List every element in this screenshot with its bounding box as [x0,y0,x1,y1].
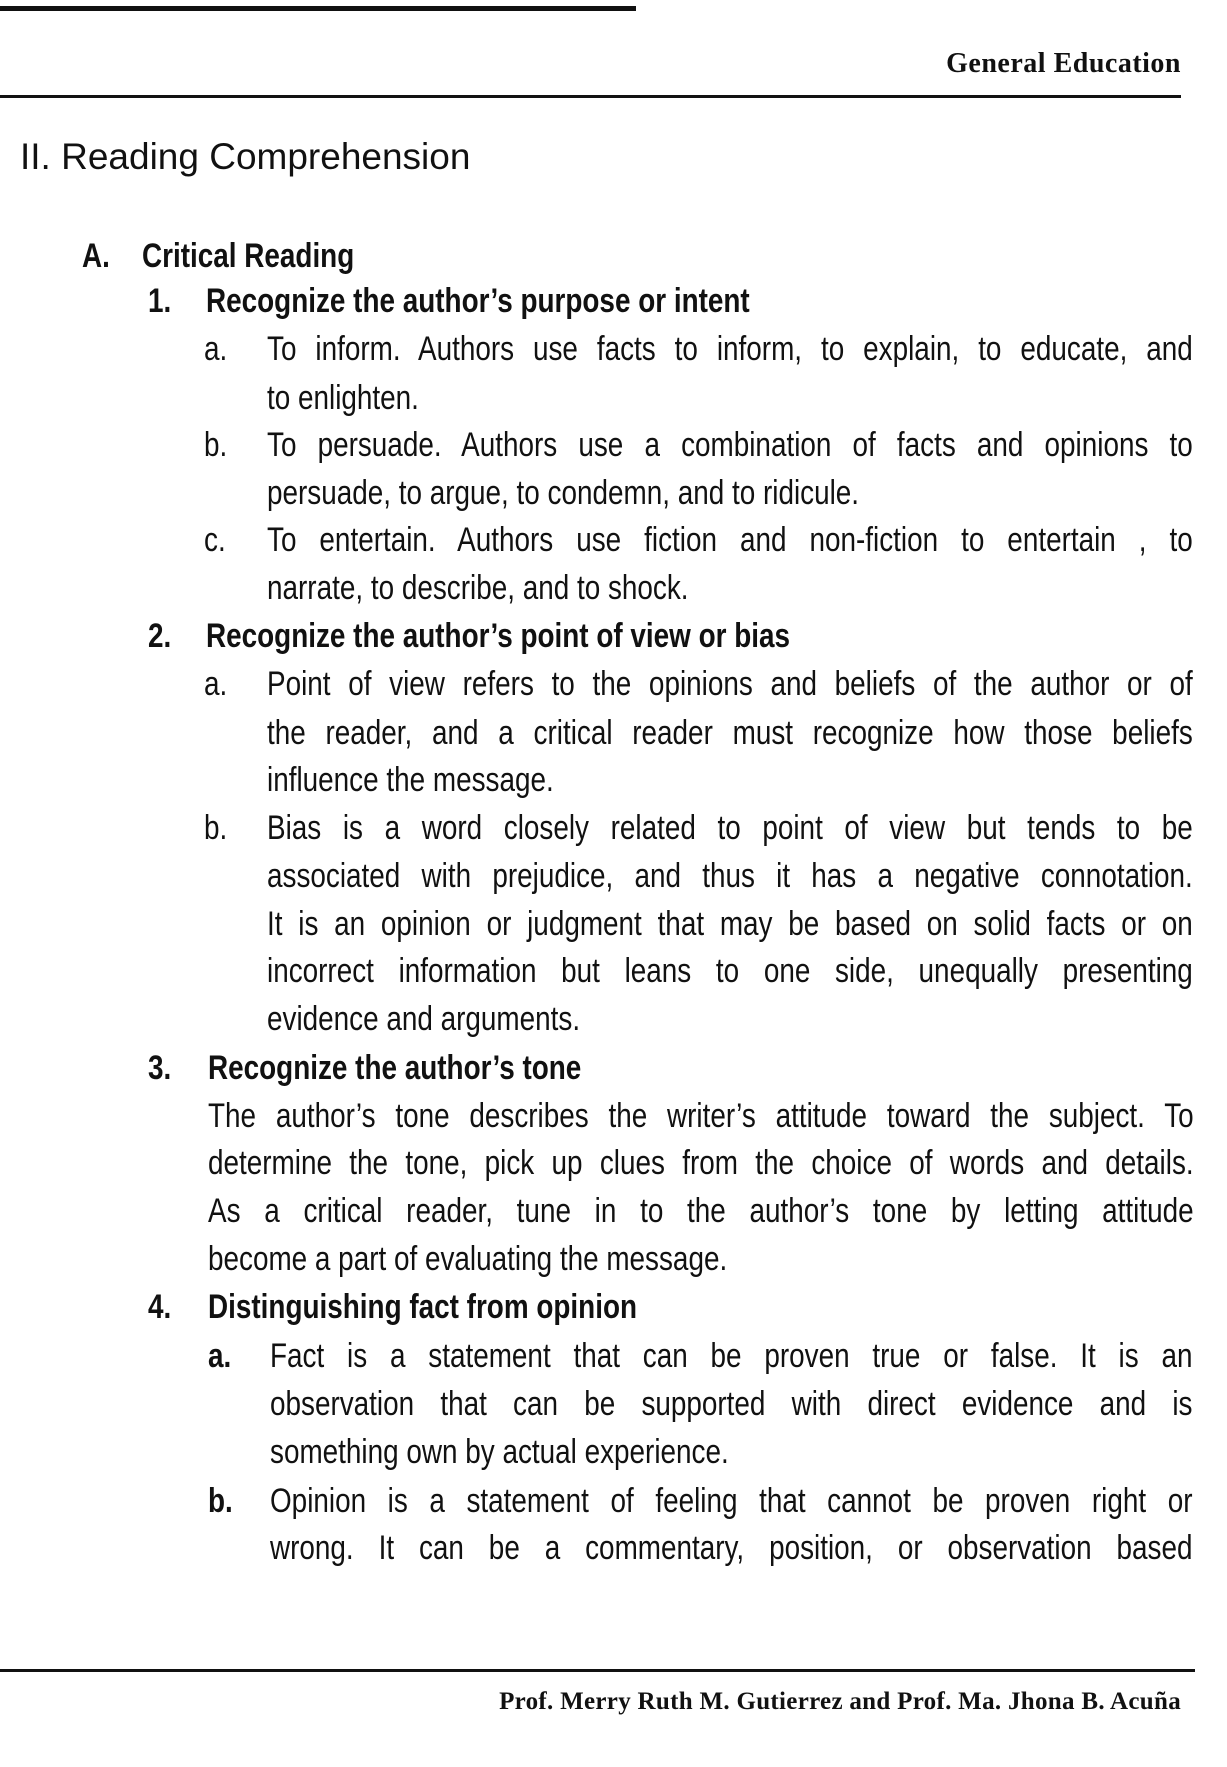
text-line: To inform. Authors use facts to inform, to explain, to educate, and [267,330,1193,368]
section-title: II. Reading Comprehension [20,136,471,177]
sub-label: b. [204,426,228,464]
text-line: to enlighten. [267,379,419,417]
text-line: Bias is a word closely related to point of view but tends to be [267,809,1193,847]
item-number: 4. [148,1288,172,1326]
sub-label: a. [204,330,228,368]
item-number: 2. [148,617,172,655]
item-number: 3. [148,1049,172,1087]
header-rule [0,95,1181,98]
item-heading: Recognize the author’s purpose or intent [206,282,750,320]
text-line: The author’s tone describes the writer’s attitude toward the subject. To [208,1097,1194,1135]
item-heading: Recognize the author’s point of view or bias [206,617,791,655]
sub-label: a. [204,665,228,703]
sub-label: a. [208,1337,232,1375]
item-heading: Distinguishing fact from opinion [208,1288,638,1326]
sub-label: b. [204,809,228,847]
sub-label: b. [208,1482,233,1520]
text-line: It is an opinion or judgment that may be based on solid facts or on [267,905,1193,943]
text-line: influence the message. [267,761,554,799]
text-line: narrate, to describe, and to shock. [267,569,689,607]
subsection-label: A. [82,237,110,275]
text-line: evidence and arguments. [267,1000,581,1038]
text-line: wrong. It can be a commentary, position, or observation based [270,1529,1193,1567]
item-number: 1. [148,282,172,320]
text-line: Fact is a statement that can be proven true or false. It is an [270,1337,1193,1375]
sub-label: c. [204,521,226,559]
top-rule [0,6,636,11]
text-line: become a part of evaluating the message. [208,1240,728,1278]
running-header: General Education [946,48,1181,79]
text-line: Point of view refers to the opinions and beliefs of the author or of [267,665,1193,703]
subsection-title: Critical Reading [142,237,355,275]
text-line: persuade, to argue, to condemn, and to ridicule. [267,474,860,512]
text-line: determine the tone, pick up clues from the choice of words and details. [208,1144,1194,1182]
text-line: observation that can be supported with direct evidence and is [270,1385,1193,1423]
text-line: something own by actual experience. [270,1433,729,1471]
footer-rule [0,1669,1195,1672]
item-heading: Recognize the author’s tone [208,1049,582,1087]
text-line: To persuade. Authors use a combination of facts and opinions to [267,426,1193,464]
text-line: Opinion is a statement of feeling that cannot be proven right or [270,1482,1193,1520]
text-line: To entertain. Authors use fiction and non-fiction to entertain , to [267,521,1193,559]
text-line: As a critical reader, tune in to the author’s tone by letting attitude [208,1192,1194,1230]
text-line: incorrect information but leans to one side, unequally presenting [267,952,1193,990]
footer-authors: Prof. Merry Ruth M. Gutierrez and Prof. Ma. Jhona B. Acuña [499,1688,1181,1715]
text-line: associated with prejudice, and thus it has a negative connotation. [267,857,1193,895]
text-line: the reader, and a critical reader must recognize how those beliefs [267,714,1193,752]
